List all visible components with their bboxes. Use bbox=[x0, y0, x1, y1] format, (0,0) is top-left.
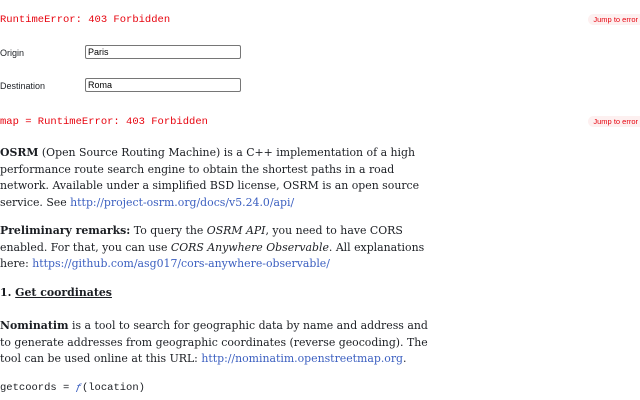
osrm-name: OSRM bbox=[0, 146, 39, 159]
nominatim-end: . bbox=[403, 352, 407, 365]
nominatim-name: Nominatim bbox=[0, 319, 69, 332]
cors-anywhere-term: CORS Anywhere Observable bbox=[170, 240, 329, 254]
destination-label: Destination bbox=[0, 81, 46, 91]
code-args: (location) bbox=[81, 382, 145, 394]
error-message-row bbox=[0, 11, 640, 29]
jump-to-error-button[interactable]: Jump to error bbox=[588, 14, 640, 25]
destination-field bbox=[0, 78, 260, 94]
map-error-row bbox=[0, 113, 640, 131]
nominatim-description: is a tool to search for geographic data by name and address and to generate addresses from geographic coordinates (reverse geocoding). The tool can be used online at this URL: bbox=[0, 319, 428, 365]
origin-field bbox=[0, 45, 260, 61]
code-lhs: getcoords = bbox=[0, 382, 76, 394]
osrm-api-term: OSRM API bbox=[206, 224, 266, 237]
section-number: 1. bbox=[0, 286, 16, 299]
function-icon: ƒ bbox=[75, 382, 82, 394]
cors-anywhere-link[interactable]: https://github.com/asg017/cors-anywhere-observable/ bbox=[32, 257, 330, 270]
map-error-text: map = RuntimeError: 403 Forbidden bbox=[0, 116, 208, 128]
jump-to-error-button-2[interactable]: Jump to error bbox=[588, 116, 640, 127]
remarks-paragraph bbox=[0, 223, 430, 273]
remarks-text-3: . All explanations here: bbox=[0, 240, 425, 270]
getcoords-cell[interactable] bbox=[0, 382, 145, 394]
remarks-label: Preliminary remarks: bbox=[0, 224, 131, 237]
remarks-text-1: To query the bbox=[130, 224, 207, 237]
runtime-error-text: RuntimeError: 403 Forbidden bbox=[0, 14, 171, 26]
origin-label: Origin bbox=[0, 48, 25, 58]
section-heading bbox=[0, 285, 430, 302]
osrm-docs-link[interactable]: http://project-osrm.org/docs/v5.24.0/api/ bbox=[70, 195, 295, 209]
nominatim-link[interactable]: http://nominatim.openstreetmap.org bbox=[201, 352, 404, 365]
section-title: Get coordinates bbox=[15, 286, 112, 299]
osrm-description: (Open Source Routing Machine) is a C++ implementation of a high performance route search engine to obtain the shortest paths in a road network. Available under a simplified BSD license, OSRM is an open source service. See bbox=[0, 146, 420, 209]
osrm-paragraph bbox=[0, 145, 430, 211]
nominatim-paragraph bbox=[0, 318, 430, 368]
destination-input[interactable] bbox=[85, 78, 241, 92]
origin-input[interactable] bbox=[85, 45, 241, 59]
remarks-text-2: , you need to have CORS enabled. For that, you can use bbox=[0, 224, 403, 254]
